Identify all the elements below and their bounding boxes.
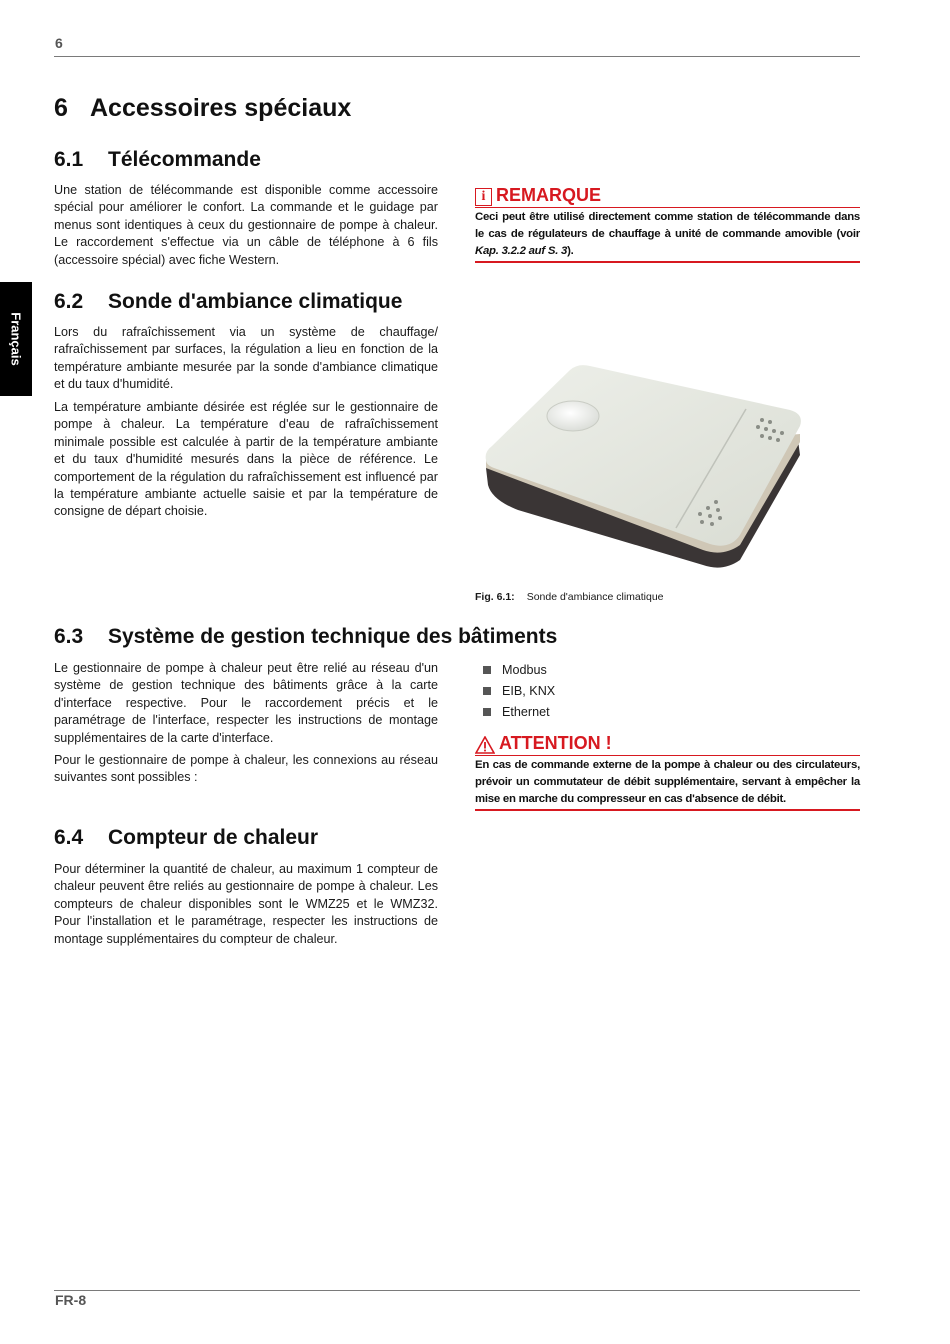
info-icon: i [475, 188, 492, 206]
header-page-number: 6 [55, 35, 63, 51]
paragraph: Le gestionnaire de pompe à chaleur peut être relié au réseau d'un système de gestion technique des bâtiments grâce à la carte d'interface respective. Pour le raccordement précis et le paramétrage de l'interface, respecter les instructions de montage supplémentaires de la carte d'interface. [54, 661, 438, 745]
paragraph: Une station de télécommande est disponible comme accessoire spécial pour améliorer le confort. La commande et le guidage par menus sont identiques à ceux du gestionnaire de pompe à chaleur. Le raccordement s'effectue via un câble de téléphone à 6 fils (accessoire spécial) avec fiche Western. [54, 183, 438, 267]
cross-reference-link[interactable]: Kap. 3.2.2 auf S. 3 [475, 245, 568, 257]
remarque-title-bar [475, 185, 860, 208]
chapter-number: 6 [54, 94, 68, 122]
remarque-note [475, 185, 860, 263]
remarque-body [475, 208, 860, 263]
warning-triangle-icon [475, 736, 495, 754]
section-heading-6-2 [54, 290, 402, 314]
list-item [483, 660, 555, 681]
section-heading-6-4 [54, 826, 318, 850]
bullet-square-icon [483, 666, 491, 674]
section-title: Sonde d'ambiance climatique [108, 290, 403, 313]
attention-body: En cas de commande externe de la pompe à chaleur ou des circulateurs, prévoir un commutateur de débit supplémentaire, servant à empêcher la mise en marche du compresseur en cas d'absence de débit. [475, 756, 860, 811]
language-side-tab [0, 282, 32, 396]
list-item [483, 681, 555, 702]
list-item [483, 702, 555, 723]
paragraph: Lors du rafraîchissement via un système de chauffage/ rafraîchissement par surfaces, la régulation a lieu en fonction de la température ambiante mesurée par la sonde d'ambiance climatique et du taux d'humidité. [54, 325, 438, 392]
paragraph: La température ambiante désirée est réglée sur le gestionnaire de pompe à chaleur. La température d'eau de rafraîchissement minimale possible est calculée à partir de la température ambiante et du taux d'humidité mesurés dans la pièce de référence. Le comportement de la régulation du rafraîchissement est influencé par la température ambiante actuelle saisie et par la température de consigne de départ choisie. [54, 400, 438, 519]
footer-page-label: FR-8 [55, 1292, 87, 1308]
section-heading-6-1 [54, 148, 261, 172]
network-connections-list [483, 660, 555, 722]
figure-label: Fig. 6.1: [475, 591, 515, 603]
room-sensor-image [478, 360, 818, 575]
section-number: 6.1 [54, 148, 84, 171]
figure-caption [475, 591, 664, 603]
section-title: Télécommande [108, 148, 261, 171]
attention-title: ATTENTION ! [499, 733, 612, 753]
section-number: 6.4 [54, 826, 84, 849]
paragraph: Pour déterminer la quantité de chaleur, au maximum 1 compteur de chaleur peuvent être reliés au gestionnaire de pompe à chaleur. Les compteurs de chaleur disponibles sont le WMZ25 et le WMZ32. Pour l'installation et le paramétrage, respecter les instructions de montage supplémentaires du compteur de chaleur. [54, 862, 438, 946]
remarque-text-end: ). [567, 245, 574, 257]
chapter-title-text: Accessoires spéciaux [90, 94, 352, 122]
section-number: 6.3 [54, 625, 84, 648]
bullet-square-icon [483, 687, 491, 695]
footer-rule [54, 1290, 860, 1291]
section-title: Compteur de chaleur [108, 826, 319, 849]
figure-caption-text: Sonde d'ambiance climatique [526, 591, 664, 603]
attention-title-bar [475, 733, 860, 756]
list-item-label: Modbus [502, 663, 547, 678]
section-title: Système de gestion technique des bâtiments [108, 625, 558, 648]
chapter-title [54, 94, 351, 123]
section-heading-6-3 [54, 625, 557, 649]
bullet-square-icon [483, 708, 491, 716]
list-item-label: EIB, KNX [502, 684, 556, 699]
remarque-title: REMARQUE [496, 185, 602, 205]
section-number: 6.2 [54, 290, 84, 313]
list-item-label: Ethernet [502, 704, 550, 719]
attention-note [475, 733, 860, 811]
paragraph: Pour le gestionnaire de pompe à chaleur, les connexions au réseau suivantes sont possibles : [54, 753, 438, 785]
header-rule [54, 56, 860, 57]
remarque-text: Ceci peut être utilisé directement comme station de télécommande dans le cas de régulateurs de chauffage à unité de commande amovible (voir [475, 211, 860, 240]
language-tab-label: Français [8, 312, 24, 366]
